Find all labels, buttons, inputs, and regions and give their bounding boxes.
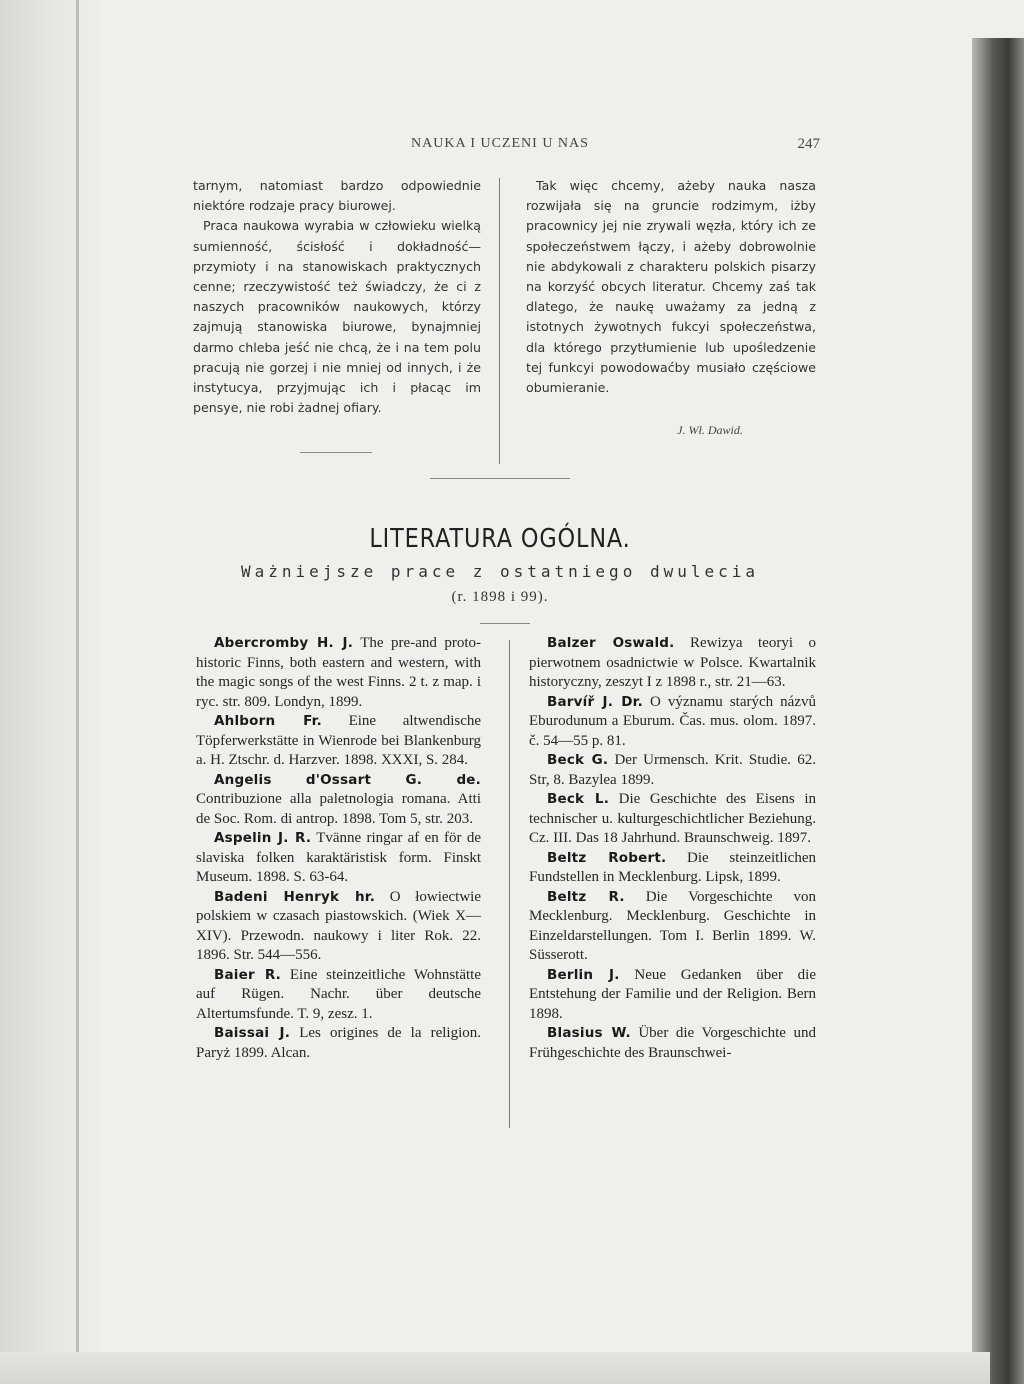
entry-author: Badeni Henryk hr.	[214, 888, 376, 905]
bibliography-entry	[529, 849, 816, 888]
entry-author: Beltz Robert.	[547, 849, 667, 866]
entry-text: Die steinzeitlichen Fundstellen in Mecklenburg. Lipsk, 1899.	[529, 849, 816, 885]
column-divider	[499, 178, 500, 464]
entry-author: Baissai J.	[214, 1025, 291, 1041]
entry-text: Eine steinzeitliche Wohnstätte auf Rügen. Nachr. über deutsche Altertumsfunde. T. 9, zesz. 1.	[196, 966, 481, 1022]
paragraph: tarnym, natomiast bardzo odpowiednie niektóre rodzaje pracy biurowej.	[193, 178, 481, 214]
bibliography-entry	[529, 888, 816, 966]
entry-text: O łowiectwie polskiem w czasach piastowskich. (Wiek X—XIV). Przewodn. naukowy i liter Rok. 22. 1896. Str. 544—556.	[196, 888, 481, 963]
paragraph: Tak więc chcemy, ażeby nauka nasza rozwijała się na gruncie rodzimym, iżby pracownicy jej nie zrywali węzła, który ich ze społeczeństwem łączy, i ażeby dobrowolnie nie abdykowali z charakteru polskich pisarzy na korzyść obcych literatur. Chcemy zaś tak dlatego, że naukę uważamy za jedną z istotnych żywotnych fukcyi społeczeństwa, dla którego przytłumienie lub upośledzenie tej funkcyi powodowaćby musiało częściowe obumieranie.	[526, 178, 816, 396]
entry-text: Contribuzione alla paletnologia romana. Atti de Soc. Rom. di antrop. 1898. Tom 5, str. 203.	[196, 791, 481, 827]
bibliography-entry	[196, 829, 481, 888]
heading-rule	[480, 623, 530, 624]
page-number: 247	[797, 136, 820, 152]
bibliography-entry	[529, 693, 816, 752]
section-separator-rule	[430, 478, 570, 479]
signature: J. Wł. Dawid.	[677, 423, 743, 437]
paragraph: Praca naukowa wyrabia w człowieku wielką sumienność, ścisłość i dokładność— przymioty i na stanowiskach praktycznych cenne; rzeczywistość też świadczy, że ci z naszych pracowników naukowych, którzy zajmują stanowiska biurowe, bynajmniej darmo chleba jeść nie chcą, że i na tem polu pracują nie gorzej i nie mniej od innych, i że instytucya, przyjmując ich i płacąc im pensye, nie robi żadnej ofiary.	[193, 218, 481, 416]
bibliography-entry	[529, 634, 816, 693]
section-subtitle: Ważniejsze prace z ostatniego dwulecia	[240, 562, 760, 581]
bibliography-entry	[196, 966, 481, 1025]
entry-text: Tvänne ringar af en för de slaviska folken karaktäristisk form. Finskt Museum. 1898. S. 63-64.	[196, 830, 481, 885]
entry-text: Die Geschichte des Eisens in technischer u. kulturgeschichtlicher Beziehung. Cz. III. Das 18 Jahrhund. Braunschweig. 1897.	[529, 791, 816, 846]
section-title: LITERATURA OGÓLNA.	[369, 524, 631, 554]
upper-left-column	[193, 176, 481, 418]
entry-author: Beck L.	[547, 791, 610, 807]
scan-bottom-edge	[0, 1352, 990, 1384]
bibliography-entry	[196, 712, 481, 771]
running-head: NAUKA I UCZENI U NAS	[411, 136, 589, 151]
entry-text: The pre-and proto-historic Finns, both eastern and western, with the magic songs of the west Finns. 2 t. z map. i ryc. str. 809. Londyn, 1899.	[196, 635, 481, 710]
bibliography-right-column	[529, 634, 816, 1063]
scan-right-edge	[972, 38, 1024, 1384]
bibliography-entry	[196, 1024, 481, 1063]
column-divider	[509, 640, 510, 1128]
entry-author: Blasius W.	[547, 1025, 631, 1041]
bibliography-entry	[196, 634, 481, 712]
entry-author: Aspelin J. R.	[214, 830, 312, 846]
entry-author: Barvíř J. Dr.	[547, 693, 643, 710]
entry-text: Les origines de la religion. Paryż 1899. Alcan.	[196, 1025, 482, 1061]
entry-author: Beltz R.	[547, 888, 625, 905]
bibliography-entry	[196, 771, 481, 830]
entry-text: Eine altwendische Töpferwerkstätte in Wienrode bei Blankenburg a. H. Ztschr. d. Harzver. 1898. XXXI, S. 284.	[196, 713, 482, 768]
upper-right-column	[526, 176, 816, 398]
end-rule	[300, 452, 372, 453]
binding-gutter-line	[76, 0, 79, 1384]
entry-text: Neue Gedanken über die Entstehung der Familie und der Religion. Bern 1898.	[529, 966, 817, 1022]
entry-author: Abercromby H. J.	[214, 635, 354, 651]
entry-author: Berlin J.	[547, 966, 620, 983]
bibliography-entry	[529, 790, 816, 849]
scan-left-margin	[0, 0, 100, 1384]
entry-author: Balzer Oswald.	[547, 635, 675, 651]
entry-author: Ahlborn Fr.	[214, 713, 322, 729]
bibliography-entry	[529, 1024, 816, 1063]
bibliography-entry	[529, 751, 816, 790]
entry-author: Angelis d'Ossart G. de.	[214, 771, 481, 788]
entry-text: Der Urmensch. Krit. Studie. 62. Str, 8. Bazylea 1899.	[529, 752, 816, 788]
entry-text: Die Vorgeschichte von Mecklenburg. Mecklenburg. Geschichte in Einzeldarstellungen. Tom I. Berlin 1899. W. Süsserott.	[529, 888, 816, 963]
bibliography-left-column	[196, 634, 481, 1063]
entry-text: Rewizya teoryi o pierwotnem osadnictwie w Polsce. Kwartalnik historyczny, zeszyt I z 1898 r., str. 21—63.	[529, 635, 816, 690]
entry-text: O významu starých názvů Eburodunum a Eburum. Čas. mus. olom. 1897. č. 54—55 p. 81.	[529, 693, 816, 749]
bibliography-entry	[196, 888, 481, 966]
section-years: (r. 1898 i 99).	[451, 589, 549, 605]
entry-author: Baier R.	[214, 966, 282, 983]
entry-text: Über die Vorgeschichte und Frühgeschichte des Braunschwei-	[529, 1025, 816, 1061]
entry-author: Beck G.	[547, 752, 609, 768]
bibliography-entry	[529, 966, 816, 1025]
